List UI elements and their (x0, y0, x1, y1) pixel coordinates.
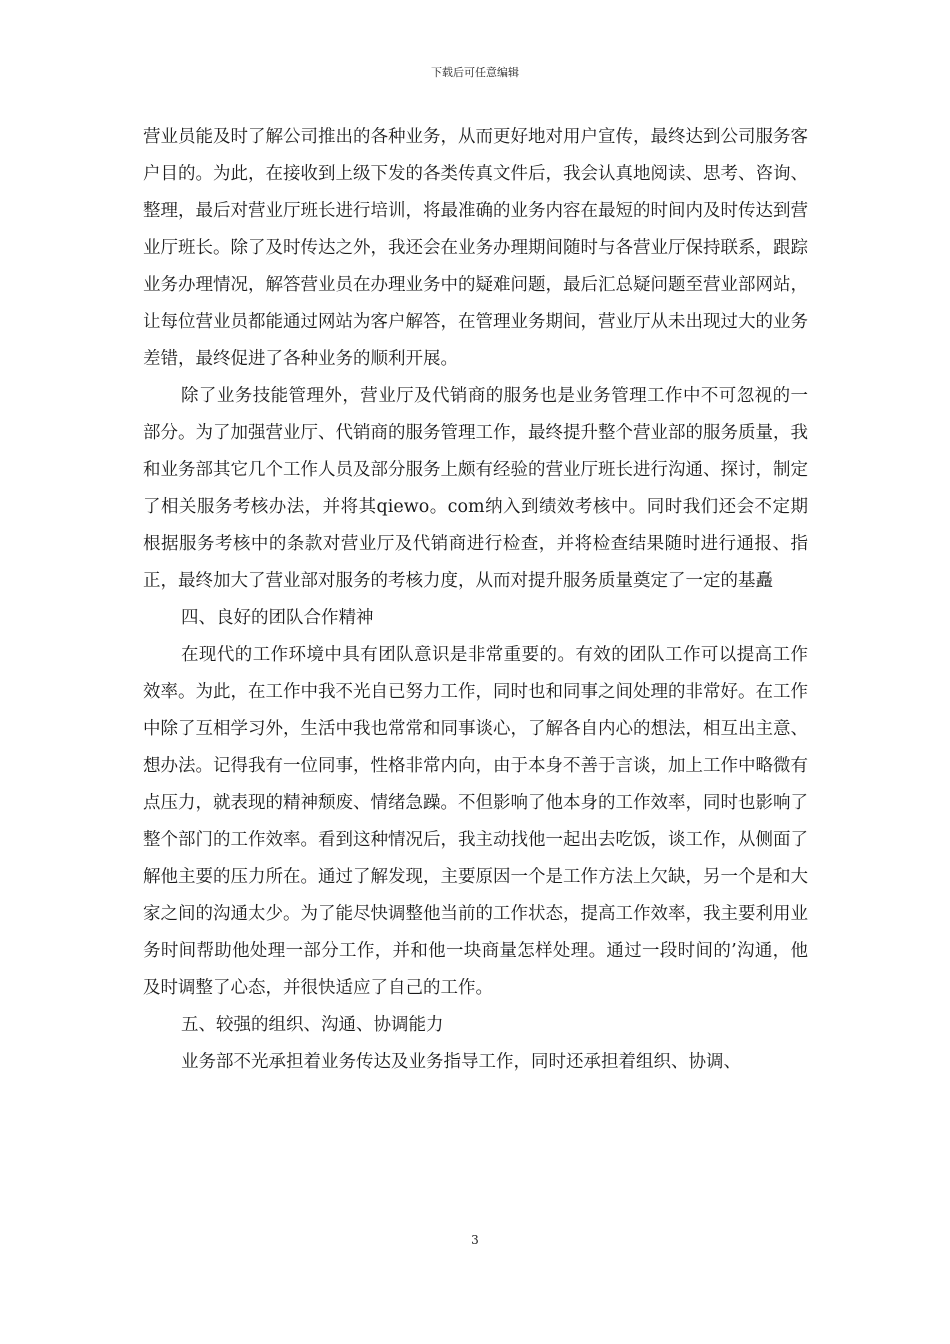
page-number: 3 (471, 1233, 479, 1247)
paragraph-continuation: 营业员能及时了解公司推出的各种业务，从而更好地对用户宣传，最终达到公司服务客户目的。为此，在接收到上级下发的各类传真文件后，我会认真地阅读、思考、咨询、整理，最后对营业厅班长进行培训，将最准确的业务内容在最短的时间内及时传达到营业厅班长。除了及时传达之外，我还会在业务办理期间随时与各营业厅保持联系，跟踪业务办理情况，解答营业员在办理业务中的疑难问题，最后汇总疑问题至营业部网站，让每位营业员都能通过网站为客户解答，在管理业务期间，营业厅从未出现过大的业务差错，最终促进了各种业务的顺利开展。 (143, 127, 808, 369)
document-body (143, 119, 808, 1081)
paragraph-teamwork: 在现代的工作环境中具有团队意识是非常重要的。有效的团队工作可以提高工作效率。为此，在工作中我不光自已努力工作，同时也和同事之间处理的非常好。在工作中除了互相学习外，生活中我也常常和同事谈心，了解各自内心的想法，相互出主意、想办法。记得我有一位同事，性格非常内向，由于本身不善于言谈，加上工作中略微有点压力，就表现的精神颓废、情绪急躁。不但影响了他本身的工作效率，同时也影响了整个部门的工作效率。看到这种情况后，我主动找他一起出去吃饭，谈工作，从侧面了解他主要的压力所在。通过了解发现，主要原因一个是工作方法上欠缺，另一个是和大家之间的沟通太少。为了能尽快调整他当前的工作状态，提高工作效率，我主要利用业务时间帮助他处理一部分工作，并和他一块商量怎样处理。通过一段时间的’沟通，他及时调整了心态，并很快适应了自己的工作。 (143, 645, 808, 998)
paragraph-service-management: 除了业务技能管理外，营业厅及代销商的服务也是业务管理工作中不可忽视的一部分。为了加强营业厅、代销商的服务管理工作，最终提升整个营业部的服务质量，我和业务部其它几个工作人员及部分服务上颇有经验的营业厅班长进行沟通、探讨，制定了相关服务考核办法，并将其qiewo。com纳入到绩效考核中。同时我们还会不定期根据服务考核中的条款对营业厅及代销商进行检查，并将检查结果随时进行通报、指正，最终加大了营业部对服务的考核力度，从而对提升服务质量奠定了一定的基矗 (143, 386, 808, 591)
section-heading-coordination: 五、较强的组织、沟通、协调能力 (181, 1015, 444, 1035)
page-header: 下载后可任意编辑 (431, 66, 519, 79)
paragraph-coordination: 业务部不光承担着业务传达及业务指导工作，同时还承担着组织、协调、 (181, 1052, 741, 1072)
section-heading-teamwork: 四、良好的团队合作精神 (181, 608, 374, 628)
